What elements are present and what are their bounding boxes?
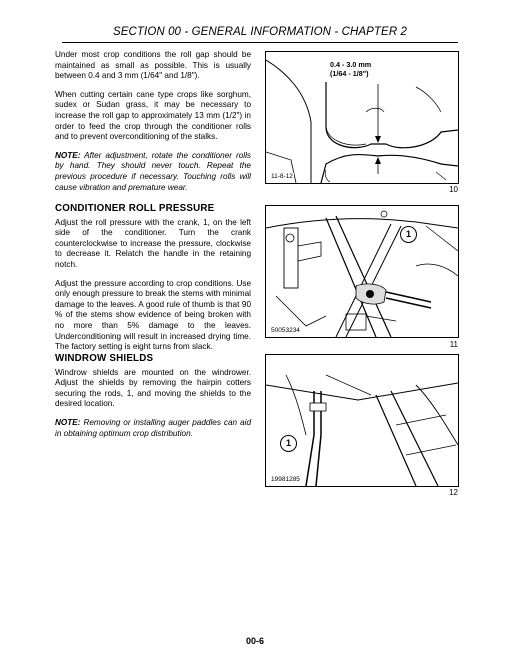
intro-paragraph-2: When cutting certain cane type crops like sorghum, sudex or Sudan grass, it may be necessary to increase the roll gap to approximately 13 mm (1/2") in order to feed the crop through the conditioner rolls and to prevent overconditioning of the stalks. <box>55 89 251 142</box>
roll-pressure-paragraph-2: Adjust the pressure according to crop conditions. Use only enough pressure to break the stems with minimal damage to the leaves. A good rule of thumb is that 90 % of the stems show evidence of being broken with no more than 5% damage to the leaves. Underconditioning will result in increased drying time. The factory setting is eight turns from slack. <box>55 278 251 352</box>
figure-number-11: 11 <box>449 340 458 349</box>
header-rule <box>62 42 458 43</box>
note-text: After adjustment, rotate the conditioner rolls by hand. They should never touch. Repeat the previous procedure if necessary. Touching rolls will cause vibration and premature wear. <box>55 150 251 192</box>
intro-paragraph-1: Under most crop conditions the roll gap should be maintained as small as possible. This is usually between 0.4 and 3 mm (1/64" and 1/8"). <box>55 50 251 81</box>
windrow-shields-note <box>55 418 251 439</box>
roll-gap-label-mm: 0.4 - 3.0 mm <box>330 60 372 69</box>
note-text: Removing or installing auger paddles can aid in obtaining optimum crop distribution. <box>55 417 251 438</box>
note-label: NOTE: <box>55 150 81 160</box>
windrow-shield-illustration <box>266 355 458 486</box>
intro-note <box>55 151 251 193</box>
figure-12-windrow-shields <box>265 354 459 487</box>
page-number: 00-6 <box>245 636 264 646</box>
figure-number-10: 10 <box>449 185 458 194</box>
callout-rod: 1 <box>280 435 297 452</box>
figure-number-12: 12 <box>449 488 458 497</box>
crank-illustration <box>266 206 458 337</box>
page-header: SECTION 00 - GENERAL INFORMATION - CHAPTER 2 <box>112 26 408 38</box>
roll-gap-label-inch: (1/64 - 1/8") <box>330 69 369 78</box>
roll-pressure-section <box>55 204 251 361</box>
figure-code: 19981285 <box>271 476 300 483</box>
windrow-shields-section <box>55 354 251 447</box>
intro-section <box>55 50 251 201</box>
figure-10-roll-gap <box>265 51 459 184</box>
roll-pressure-title: CONDITIONER ROLL PRESSURE <box>55 203 215 214</box>
figure-code: 50053234 <box>271 327 300 334</box>
windrow-shields-paragraph-1: Windrow shields are mounted on the windrower. Adjust the shields by removing the hairpin cotters securing the rods, 1, and moving the shields to the desired location. <box>55 367 251 409</box>
windrow-shields-title: WINDROW SHIELDS <box>55 353 154 364</box>
figure-code: 11-8-12 <box>271 173 293 180</box>
note-label: NOTE: <box>55 417 81 427</box>
roll-pressure-paragraph-1: Adjust the roll pressure with the crank, 1, on the left side of the conditioner. Turn the crank counterclockwise to increase the pressure, clockwise to decrease it. Relatch the handle in the retaining notch. <box>55 217 251 269</box>
callout-crank: 1 <box>400 226 417 243</box>
roll-gap-label <box>330 60 371 78</box>
figure-11-crank <box>265 205 459 338</box>
